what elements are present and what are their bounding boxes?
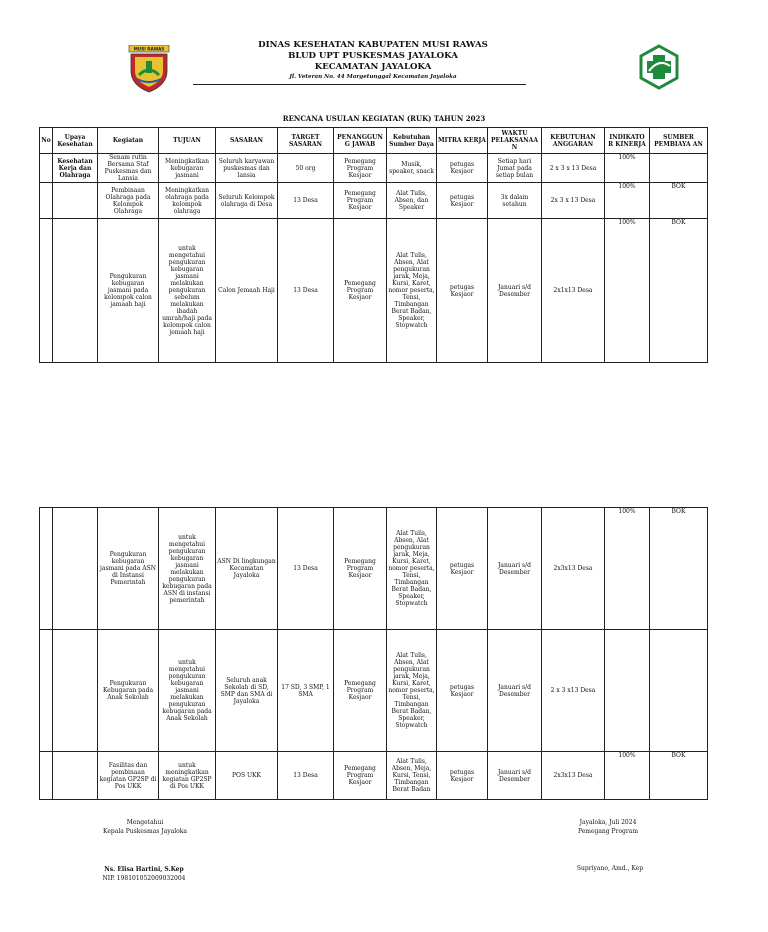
cell-mitra: petugas Kesjaor xyxy=(437,752,488,800)
cell-waktu: 3x dalam setahun xyxy=(488,183,542,219)
cell-no xyxy=(40,630,53,752)
cell-tujuan: Meningkatkan kebugaran jasmani xyxy=(159,154,216,183)
document-title: RENCANA USULAN KEGIATAN (RUK) TAHUN 2023 xyxy=(282,114,486,123)
cell-kegiatan: Senam rutin Bersama Staf Puskesmas dan Lansia xyxy=(98,154,159,183)
cell-mitra: petugas Kesjaor xyxy=(437,219,488,363)
col-anggaran: KEBUTUHAN ANGGARAN xyxy=(542,128,605,154)
cell-pembiayaan: BOK xyxy=(650,183,708,219)
cell-mitra: petugas Kesjaor xyxy=(437,630,488,752)
cell-indikator: 100% xyxy=(605,508,650,630)
col-indikator: INDIKATO R KINERJA xyxy=(605,128,650,154)
program-holder-name: Supriyano, Amd., Kep xyxy=(576,865,644,872)
cell-pj: Pemegang Program Kesjaor xyxy=(334,154,387,183)
cell-kegiatan: Pengukuran Kebugaran pada Anak Sekolah xyxy=(98,630,159,752)
cell-sasaran: Seluruh karyawan puskesmas dan lansia xyxy=(216,154,278,183)
cell-waktu: Januari s/d Desember xyxy=(488,752,542,800)
address: Jl. Veteran No. 44 Margetunggal Kecamatan Jayaloka xyxy=(289,74,457,80)
table-row xyxy=(40,752,708,800)
cell-pembiayaan: BOK xyxy=(650,508,708,630)
cell-pembiayaan xyxy=(650,630,708,752)
cell-waktu: Januari s/d Desember xyxy=(488,508,542,630)
cell-pj: Pemegang Program Kesjaor xyxy=(334,183,387,219)
cell-pembiayaan xyxy=(650,154,708,183)
cell-anggaran: 2 x 3 x13 Desa xyxy=(542,630,605,752)
cell-upaya xyxy=(53,219,98,363)
cell-mitra: petugas Kesjaor xyxy=(437,154,488,183)
letterhead-text xyxy=(190,40,556,82)
cell-tujuan: untuk mengetahui pengukuran kebugaran jasmani melakukan pengukuran kebugaran pada Anak Sekolah xyxy=(159,630,216,752)
cell-indikator xyxy=(605,630,650,752)
cell-kegiatan: Fasilitas dan pembinaan kegiatan GP2SP di Pos UKK xyxy=(98,752,159,800)
approval-label: Mengetahui xyxy=(126,819,164,826)
cell-anggaran: 2x 3 x 13 Desa xyxy=(542,183,605,219)
table-row xyxy=(40,154,708,183)
cell-waktu: Januari s/d Desember xyxy=(488,630,542,752)
table-header-row xyxy=(40,128,708,154)
col-target: TARGET SASARAN xyxy=(278,128,334,154)
col-upaya: Upaya Kesehatan xyxy=(53,128,98,154)
table-row xyxy=(40,630,708,752)
cell-sasaran: ASN Di lingkungan Kecamatan Jayaloka xyxy=(216,508,278,630)
col-waktu: WAKTU PELAKSANAA N xyxy=(488,128,542,154)
col-tujuan: TUJUAN xyxy=(159,128,216,154)
cell-kegiatan: Pengukuran kebugaran jasmani pada kelompok calon jamaah haji xyxy=(98,219,159,363)
col-pembiayaan: SUMBER PEMBIAYA AN xyxy=(650,128,708,154)
cell-upaya xyxy=(53,183,98,219)
cell-pj: Pemegang Program Kesjaor xyxy=(334,219,387,363)
cell-mitra: petugas Kesjaor xyxy=(437,183,488,219)
cell-target: 13 Desa xyxy=(278,183,334,219)
head-name: Ns. Elisa Hartini, S.Kep xyxy=(104,866,184,873)
cell-mitra: petugas Kesjaor xyxy=(437,508,488,630)
cell-sasaran: Seluruh anak Sekolah di SD, SMP dan SMA di Jayaloka xyxy=(216,630,278,752)
cell-pj: Pemegang Program Kesjaor xyxy=(334,630,387,752)
cell-upaya xyxy=(53,508,98,630)
cell-anggaran: 2x1x13 Desa xyxy=(542,219,605,363)
cell-sasaran: Calon Jemaah Haji xyxy=(216,219,278,363)
cell-sumber-daya: Alat Tulis, Absen, Alat pengukuran jarak, Meja, Kursi, Karet, nomor peserta, Tensi, Timbangan Berat Badan, Speaker, Stopwatch xyxy=(387,508,437,630)
emblem-label: MUSI RAWAS xyxy=(133,46,165,52)
cell-anggaran: 2x3x13 Desa xyxy=(542,508,605,630)
table-row xyxy=(40,183,708,219)
letterhead-divider xyxy=(193,84,526,85)
cell-no xyxy=(40,508,53,630)
cell-target: 50 org xyxy=(278,154,334,183)
cell-upaya: Kesehatan Kerja dan Olahraga xyxy=(53,154,98,183)
cell-sumber-daya: Alat Tulis, Absen, Alat pengukuran jarak, Meja, Kursi, Karet, nomor peserta, Tensi, Timbangan Berat Badan, Speaker, Stopwatch xyxy=(387,630,437,752)
cell-sasaran: POS UKK xyxy=(216,752,278,800)
cell-sumber-daya: Alat Tulis, Absen, dan Speaker xyxy=(387,183,437,219)
musi-rawas-emblem-icon xyxy=(127,45,171,93)
table-row xyxy=(40,508,708,630)
ruk-table-page-2 xyxy=(39,507,708,800)
table-row xyxy=(40,219,708,363)
cell-kegiatan: Pembinaan Olahraga pada Kelompok Olahraga xyxy=(98,183,159,219)
cell-indikator: 100% xyxy=(605,219,650,363)
cell-sumber-daya: Musik, speaker, snack xyxy=(387,154,437,183)
cell-no xyxy=(40,183,53,219)
cell-kegiatan: Pengukuran kebugaran jasmani pada ASN di Instansi Pemerintah xyxy=(98,508,159,630)
cell-anggaran: 2 x 3 x 13 Desa xyxy=(542,154,605,183)
signature-right xyxy=(558,818,658,836)
puskesmas-name: BLUD UPT PUSKESMAS JAYALOKA xyxy=(288,51,458,61)
signature-left-name-block xyxy=(84,865,204,883)
col-no: No xyxy=(40,128,53,154)
cell-target: 13 Desa xyxy=(278,219,334,363)
cell-target: 13 Desa xyxy=(278,508,334,630)
cell-upaya xyxy=(53,630,98,752)
cell-indikator: 100% xyxy=(605,154,650,183)
cell-indikator: 100% xyxy=(605,183,650,219)
letterhead xyxy=(0,0,768,100)
cell-pembiayaan: BOK xyxy=(650,752,708,800)
cell-pj: Pemegang Program Kesjaor xyxy=(334,508,387,630)
col-sasaran: SASARAN xyxy=(216,128,278,154)
col-kegiatan: Kegiatan xyxy=(98,128,159,154)
district-name: KECAMATAN JAYALOKA xyxy=(314,62,432,72)
cell-waktu: Setiap hari Jumat pada setiap bulan xyxy=(488,154,542,183)
cell-no xyxy=(40,752,53,800)
ruk-table-page-1 xyxy=(39,127,708,363)
col-sumber-daya: Kebutuhan Sumber Daya xyxy=(387,128,437,154)
col-penanggung-jawab: PENANGGUN G JAWAB xyxy=(334,128,387,154)
cell-no xyxy=(40,154,53,183)
signature-left xyxy=(80,818,210,836)
cell-target: 13 Desa xyxy=(278,752,334,800)
place-date: Jayaloka, Juli 2024 xyxy=(579,819,637,826)
cell-tujuan: untuk mengetahui pengukuran kebugaran jasmani melakukan pengukuran kebugaran pada ASN di instansi pemerintah xyxy=(159,508,216,630)
head-title: Kepala Puskesmas Jayaloka xyxy=(103,828,187,835)
puskesmas-logo-icon xyxy=(636,44,682,90)
cell-target: 17 SD, 3 SMP, 1 SMA xyxy=(278,630,334,752)
cell-sumber-daya: Alat Tulis, Absen, Alat pengukuran jarak, Meja, Kursi, Karet, nomor peserta, Tensi, Timbangan Berat Badan, Speaker, Stopwatch xyxy=(387,219,437,363)
program-holder-title: Pemegang Program xyxy=(577,828,639,835)
head-nip: NIP. 198101052009032004 xyxy=(102,875,186,882)
cell-tujuan: untuk mengetahui pengukuran kebugaran jasmani melakukan pengukuran sebelum melakukan ibadah umrah/haji pada kelompok calon jemaah haji xyxy=(159,219,216,363)
agency-name: DINAS KESEHATAN KABUPATEN MUSI RAWAS xyxy=(258,40,488,50)
cell-sasaran: Seluruh Kelompok olahraga di Desa xyxy=(216,183,278,219)
col-mitra: MITRA KERJA xyxy=(437,128,488,154)
cell-pembiayaan: BOK xyxy=(650,219,708,363)
cell-tujuan: untuk meningkatkan kegiatan GP2SP di Pos UKK xyxy=(159,752,216,800)
cell-anggaran: 2x3x13 Desa xyxy=(542,752,605,800)
cell-indikator: 100% xyxy=(605,752,650,800)
cell-upaya xyxy=(53,752,98,800)
cell-waktu: Januari s/d Desember xyxy=(488,219,542,363)
cell-tujuan: Meningkatkan olahraga pada kelompok olahraga xyxy=(159,183,216,219)
cell-pj: Pemegang Program Kesjaor xyxy=(334,752,387,800)
cell-no xyxy=(40,219,53,363)
cell-sumber-daya: Alat Tulis, Absen, Meja, Kursi, Tensi, Timbangan Berat Badan xyxy=(387,752,437,800)
